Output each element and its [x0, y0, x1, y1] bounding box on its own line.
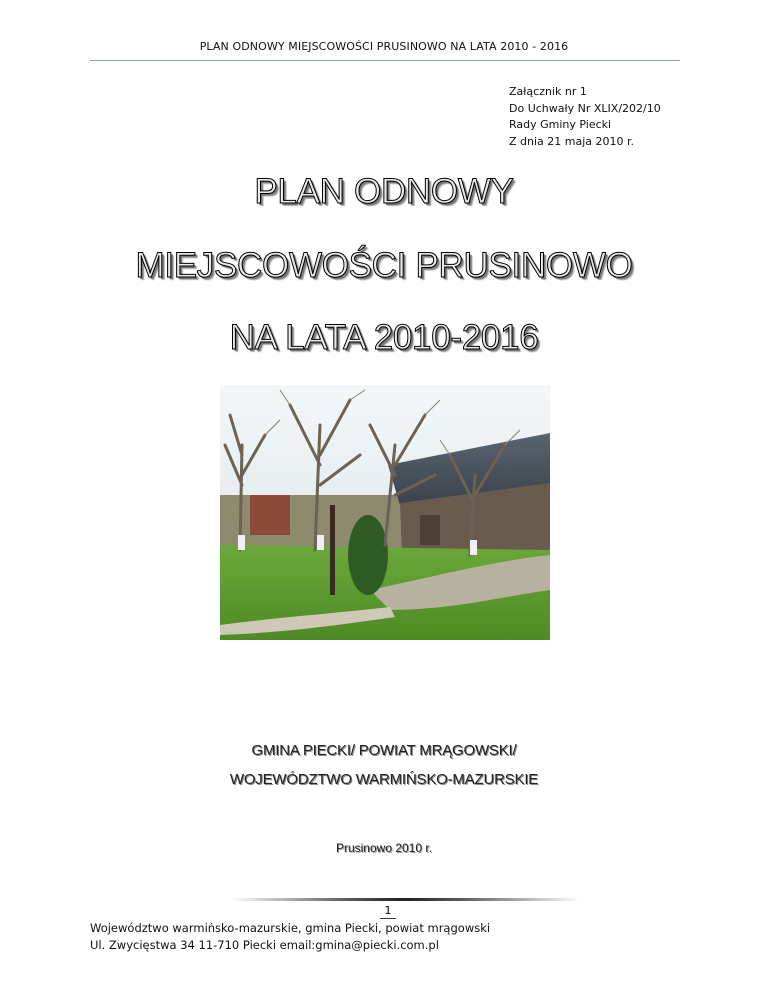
footer-address-line-2: Ul. Zwycięstwa 34 11-710 Piecki email:gmina@piecki.com.pl [90, 938, 439, 952]
page-number-underline [380, 918, 396, 919]
running-header: PLAN ODNOWY MIEJSCOWOŚCI PRUSINOWO NA LATA 2010 - 2016 [199, 40, 569, 53]
village-garden-photo [220, 385, 550, 640]
region-line-voivodeship: WOJEWÓDZTWO WARMIŃSKO-MAZURSKIE [229, 771, 539, 788]
attachment-line-number: Załącznik nr 1 [509, 85, 587, 98]
footer-divider [230, 898, 580, 901]
document-title-line-2: MIEJSCOWOŚCI PRUSINOWO [135, 246, 633, 285]
attachment-line-council: Rady Gminy Piecki [509, 118, 612, 131]
page-number: 1 [384, 904, 392, 917]
document-title-line-1: PLAN ODNOWY [254, 172, 514, 211]
region-line-municipality: GMINA PIECKI/ POWIAT MRĄGOWSKI/ [251, 742, 517, 759]
footer-address-line-1: Województwo warmińsko-mazurskie, gmina Piecki, powiat mrągowski [90, 921, 491, 935]
header-divider [90, 60, 680, 61]
attachment-line-date: Z dnia 21 maja 2010 r. [509, 134, 635, 148]
document-title-line-3: NA LATA 2010-2016 [229, 318, 539, 357]
attachment-line-resolution: Do Uchwały Nr XLIX/202/10 [509, 101, 661, 115]
place-and-date: Prusinowo 2010 r. [335, 841, 433, 855]
attachment-note [509, 84, 661, 150]
